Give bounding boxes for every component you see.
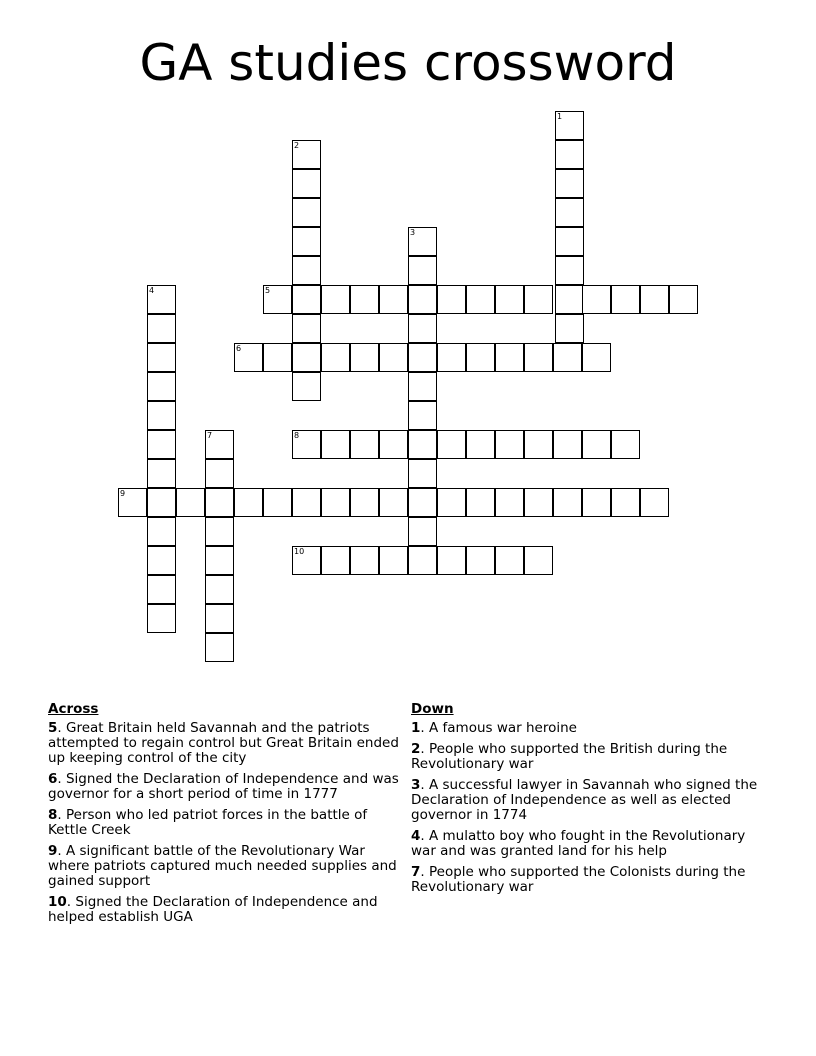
grid-cell[interactable]: [466, 488, 495, 517]
grid-cell[interactable]: [147, 546, 176, 575]
grid-cell[interactable]: [408, 256, 437, 285]
grid-cell[interactable]: [640, 488, 669, 517]
grid-cell[interactable]: [555, 314, 584, 343]
clue-number: 10: [48, 894, 67, 910]
clue-text: . Signed the Declaration of Independence and helped establish UGA: [48, 894, 378, 925]
grid-cell[interactable]: [205, 517, 234, 546]
grid-cell[interactable]: [292, 140, 321, 169]
grid-cell[interactable]: [321, 343, 350, 372]
clue-text: . A mulatto boy who fought in the Revolutionary war and was granted land for his help: [411, 828, 746, 859]
grid-cell[interactable]: [555, 256, 584, 285]
grid-cell[interactable]: [350, 430, 379, 459]
grid-cell[interactable]: [321, 546, 350, 575]
clue-down-4: [411, 829, 771, 859]
grid-cell[interactable]: [321, 430, 350, 459]
grid-cell[interactable]: [437, 285, 466, 314]
grid-cell[interactable]: [147, 488, 176, 517]
clue-text: . A significant battle of the Revolutionary War where patriots captured much needed supplies and gained support: [48, 843, 397, 889]
grid-cell[interactable]: [555, 169, 584, 198]
grid-cell[interactable]: [437, 343, 466, 372]
grid-cell[interactable]: [582, 343, 611, 372]
clue-text: . People who supported the British during the Revolutionary war: [411, 741, 728, 772]
clue-number: 3: [411, 777, 421, 793]
grid-cell[interactable]: [292, 256, 321, 285]
grid-cell[interactable]: [118, 488, 147, 517]
grid-cell[interactable]: [147, 459, 176, 488]
clue-across-9: [48, 844, 408, 889]
grid-cell[interactable]: [555, 198, 584, 227]
grid-cell[interactable]: [553, 343, 582, 372]
grid-cell[interactable]: [147, 343, 176, 372]
grid-cell[interactable]: [292, 343, 321, 372]
grid-cell[interactable]: [408, 401, 437, 430]
grid-cell[interactable]: [379, 488, 408, 517]
clue-number: 7: [411, 864, 421, 880]
clue-across-10: [48, 895, 408, 925]
grid-cell[interactable]: [408, 488, 437, 517]
down-heading: Down: [411, 701, 454, 717]
grid-cell[interactable]: [495, 430, 524, 459]
grid-cell[interactable]: [524, 343, 553, 372]
grid-cell[interactable]: [408, 459, 437, 488]
grid-cell[interactable]: [147, 517, 176, 546]
clue-number: 1: [411, 720, 421, 736]
grid-cell[interactable]: [205, 488, 234, 517]
grid-cell[interactable]: [408, 372, 437, 401]
clue-text: . Great Britain held Savannah and the patriots attempted to regain control but Great Britain ended up keeping control of the city: [48, 720, 399, 766]
grid-cell[interactable]: [379, 343, 408, 372]
clue-text: . A successful lawyer in Savannah who signed the Declaration of Independence as well as elected governor in 1774: [411, 777, 758, 823]
grid-cell[interactable]: [611, 285, 640, 314]
grid-cell[interactable]: [350, 488, 379, 517]
grid-cell[interactable]: [205, 546, 234, 575]
grid-cell[interactable]: [640, 285, 669, 314]
down-clues: [411, 702, 771, 901]
grid-cell[interactable]: [205, 459, 234, 488]
grid-cell[interactable]: [408, 546, 437, 575]
cell-number: 3: [410, 228, 416, 237]
grid-cell[interactable]: [321, 285, 350, 314]
grid-cell[interactable]: [408, 285, 437, 314]
clue-text: . Signed the Declaration of Independence and was governor for a short period of time in 1777: [48, 771, 399, 802]
cell-number: 10: [294, 547, 305, 556]
grid-cell[interactable]: [205, 604, 234, 633]
grid-cell[interactable]: [350, 546, 379, 575]
clue-down-7: [411, 865, 771, 895]
grid-cell[interactable]: [292, 430, 321, 459]
cell-number: 6: [236, 344, 242, 353]
grid-cell[interactable]: [524, 285, 553, 314]
grid-cell[interactable]: [495, 285, 524, 314]
grid-cell[interactable]: [263, 488, 292, 517]
grid-cell[interactable]: [147, 285, 176, 314]
cell-number: 9: [120, 489, 126, 498]
grid-cell[interactable]: [582, 285, 611, 314]
grid-cell[interactable]: [321, 488, 350, 517]
grid-cell[interactable]: [408, 343, 437, 372]
grid-cell[interactable]: [379, 430, 408, 459]
page-title: GA studies crossword: [139, 34, 677, 92]
grid-cell[interactable]: [555, 285, 584, 314]
clue-number: 9: [48, 843, 58, 859]
grid-cell[interactable]: [147, 604, 176, 633]
grid-cell[interactable]: [205, 633, 234, 662]
grid-cell[interactable]: [147, 314, 176, 343]
grid-cell[interactable]: [466, 343, 495, 372]
clue-number: 5: [48, 720, 58, 736]
grid-cell[interactable]: [555, 227, 584, 256]
grid-cell[interactable]: [263, 343, 292, 372]
grid-cell[interactable]: [292, 314, 321, 343]
grid-cell[interactable]: [408, 517, 437, 546]
clue-number: 2: [411, 741, 421, 757]
grid-cell[interactable]: [408, 430, 437, 459]
grid-cell[interactable]: [292, 169, 321, 198]
grid-cell[interactable]: [437, 430, 466, 459]
grid-cell[interactable]: [292, 227, 321, 256]
across-clues: [48, 702, 408, 931]
clue-number: 4: [411, 828, 421, 844]
grid-cell[interactable]: [582, 430, 611, 459]
grid-cell[interactable]: [495, 488, 524, 517]
grid-cell[interactable]: [379, 285, 408, 314]
clue-across-5: [48, 721, 408, 766]
clue-number: 8: [48, 807, 58, 823]
clue-down-1: [411, 721, 771, 736]
grid-cell[interactable]: [495, 546, 524, 575]
across-heading: Across: [48, 701, 99, 717]
grid-cell[interactable]: [553, 430, 582, 459]
grid-cell[interactable]: [611, 488, 640, 517]
grid-cell[interactable]: [495, 343, 524, 372]
cell-number: 2: [294, 141, 300, 150]
grid-cell[interactable]: [205, 430, 234, 459]
clue-text: . A famous war heroine: [420, 720, 577, 736]
cell-number: 8: [294, 431, 300, 440]
grid-cell[interactable]: [408, 314, 437, 343]
grid-cell[interactable]: [408, 227, 437, 256]
grid-cell[interactable]: [350, 285, 379, 314]
grid-cell[interactable]: [553, 488, 582, 517]
grid-cell[interactable]: [582, 488, 611, 517]
grid-cell[interactable]: [205, 575, 234, 604]
grid-cell[interactable]: [234, 343, 263, 372]
grid-cell[interactable]: [292, 488, 321, 517]
grid-cell[interactable]: [147, 575, 176, 604]
grid-cell[interactable]: [176, 488, 205, 517]
grid-cell[interactable]: [147, 401, 176, 430]
grid-cell[interactable]: [466, 285, 495, 314]
grid-cell[interactable]: [437, 546, 466, 575]
clue-down-3: [411, 778, 771, 823]
clue-down-2: [411, 742, 771, 772]
grid-cell[interactable]: [292, 372, 321, 401]
clue-text: . Person who led patriot forces in the battle of Kettle Creek: [48, 807, 368, 838]
cell-number: 5: [265, 286, 271, 295]
grid-cell[interactable]: [292, 198, 321, 227]
grid-cell[interactable]: [379, 546, 408, 575]
grid-cell[interactable]: [555, 140, 584, 169]
grid-cell[interactable]: [437, 488, 466, 517]
grid-cell[interactable]: [466, 430, 495, 459]
cell-number: 4: [149, 286, 155, 295]
grid-cell[interactable]: [147, 430, 176, 459]
grid-cell[interactable]: [292, 546, 321, 575]
clue-across-6: [48, 772, 408, 802]
clue-across-8: [48, 808, 408, 838]
cell-number: 1: [557, 112, 563, 121]
clue-text: . People who supported the Colonists during the Revolutionary war: [411, 864, 746, 895]
grid-cell[interactable]: [555, 111, 584, 140]
grid-cell[interactable]: [234, 488, 263, 517]
grid-cell[interactable]: [524, 430, 553, 459]
grid-cell[interactable]: [147, 372, 176, 401]
grid-cell[interactable]: [524, 488, 553, 517]
grid-cell[interactable]: [466, 546, 495, 575]
grid-cell[interactable]: [292, 285, 321, 314]
grid-cell[interactable]: [669, 285, 698, 314]
grid-cell[interactable]: [611, 430, 640, 459]
grid-cell[interactable]: [524, 546, 553, 575]
clue-number: 6: [48, 771, 58, 787]
cell-number: 7: [207, 431, 213, 440]
grid-cell[interactable]: [350, 343, 379, 372]
grid-cell[interactable]: [263, 285, 292, 314]
